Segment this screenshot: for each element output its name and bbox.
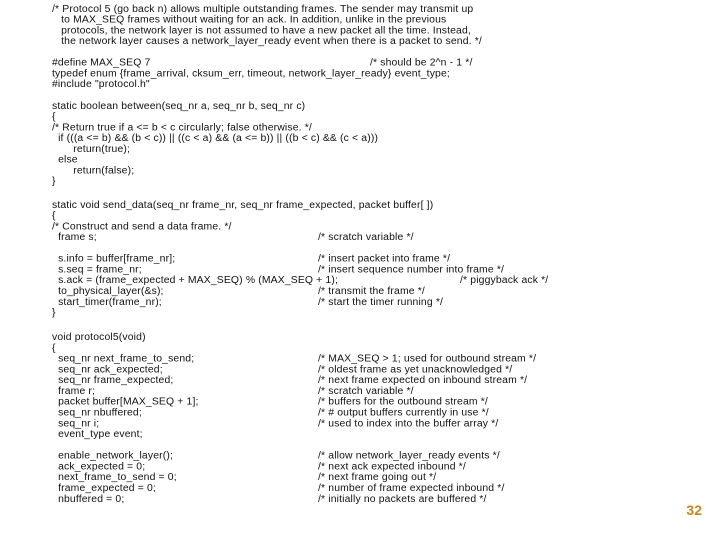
main-line: void protocol5(void): [52, 332, 146, 343]
main-decl-comment: /* next frame expected on inbound stream */: [318, 375, 528, 387]
header-comment-line: protocols, the network layer is not assumed to have a new packet all the time. Instead,: [52, 25, 471, 37]
send-body-line: s.ack = (frame_expected + MAX_SEQ) % (MAX_SEQ + 1);: [52, 275, 339, 287]
main-decl-comment: /* scratch variable */: [318, 386, 414, 397]
between-line: {: [52, 111, 56, 123]
main-init-comment: /* initially no packets are buffered */: [318, 493, 487, 505]
main-decl: seq_nr i;: [52, 418, 100, 430]
send-body-comment: /* piggyback ack */: [460, 275, 549, 287]
between-line: }: [52, 176, 56, 188]
main-decl-comment: /* oldest frame as yet unacknowledged */: [318, 364, 513, 376]
main-decl-comment: /* used to index into the buffer array */: [318, 418, 499, 430]
send-line: static void send_data(seq_nr frame_nr, seq_nr frame_expected, packet buffer[ ]): [52, 199, 434, 211]
define-comment: /* should be 2^n - 1 */: [370, 57, 473, 69]
send-body-comment: /* start the timer running */: [318, 296, 444, 308]
header-comment-line: the network layer causes a network_layer_ready event when there is a packet to send. */: [52, 36, 482, 48]
main-decl: event_type event;: [52, 429, 143, 441]
typedef-line: typedef enum {frame_arrival, cksum_err, timeout, network_layer_ready} event_type;: [52, 68, 450, 80]
main-decl: packet buffer[MAX_SEQ + 1];: [52, 396, 199, 408]
send-body-comment: /* insert packet into frame */: [318, 253, 451, 265]
between-line: else: [52, 154, 78, 166]
between-line: return(false);: [52, 165, 135, 177]
page-number: 32: [686, 502, 702, 518]
main-decl: seq_nr next_frame_to_send;: [52, 353, 195, 365]
main-init: next_frame_to_send = 0;: [52, 472, 177, 484]
send-body-line: to_physical_layer(&s);: [52, 286, 164, 297]
main-decl-comment: /* # output buffers currently in use */: [318, 407, 489, 419]
main-decl: seq_nr nbuffered;: [52, 407, 142, 419]
send-body-line: s.seq = frame_nr;: [52, 264, 142, 276]
between-line: if (((a <= b) && (b < c)) || ((c < a) && (a <= b)) || ((b < c) && (c < a))): [52, 133, 379, 145]
header-comment-line: to MAX_SEQ frames without waiting for an ack. In addition, unlike in the previous: [52, 14, 447, 26]
main-init-comment: /* number of frame expected inbound */: [318, 483, 505, 494]
define-line: #define MAX_SEQ 7: [52, 57, 151, 69]
main-line: {: [52, 343, 56, 354]
main-decl: seq_nr frame_expected;: [52, 375, 174, 387]
main-decl-comment: /* buffers for the outbound stream */: [318, 396, 488, 408]
send-line: {: [52, 210, 56, 222]
main-decl: seq_nr ack_expected;: [52, 364, 163, 376]
between-line: /* Return true if a <= b < c circularly; false otherwise. */: [52, 122, 312, 134]
main-init-comment: /* next frame going out */: [318, 472, 437, 484]
main-init: enable_network_layer();: [52, 450, 173, 462]
send-body-line: start_timer(frame_nr);: [52, 296, 162, 308]
header-comment-line: /* Protocol 5 (go back n) allows multiple outstanding frames. The sender may transmit up: [52, 3, 474, 15]
main-decl-comment: /* MAX_SEQ > 1; used for outbound stream */: [318, 353, 537, 365]
main-decl: frame r;: [52, 386, 96, 397]
send-body-comment: /* insert sequence number into frame */: [318, 264, 505, 276]
between-line: return(true);: [52, 144, 131, 155]
send-line: /* Construct and send a data frame. */: [52, 221, 232, 233]
main-init: nbuffered = 0;: [52, 493, 125, 505]
send-decl: frame s;: [52, 232, 97, 244]
send-body-comment: /* transmit the frame */: [318, 286, 425, 297]
send-decl-comment: /* scratch variable */: [318, 232, 414, 244]
send-body-line: }: [52, 307, 56, 319]
include-line: #include "protocol.h": [52, 79, 150, 91]
main-init: frame_expected = 0;: [52, 483, 156, 494]
main-init: ack_expected = 0;: [52, 461, 146, 473]
main-init-comment: /* allow network_layer_ready events */: [318, 450, 500, 462]
send-body-line: s.info = buffer[frame_nr];: [52, 253, 176, 265]
main-init-comment: /* next ack expected inbound */: [318, 461, 466, 473]
between-line: static boolean between(seq_nr a, seq_nr b, seq_nr c): [52, 100, 306, 112]
